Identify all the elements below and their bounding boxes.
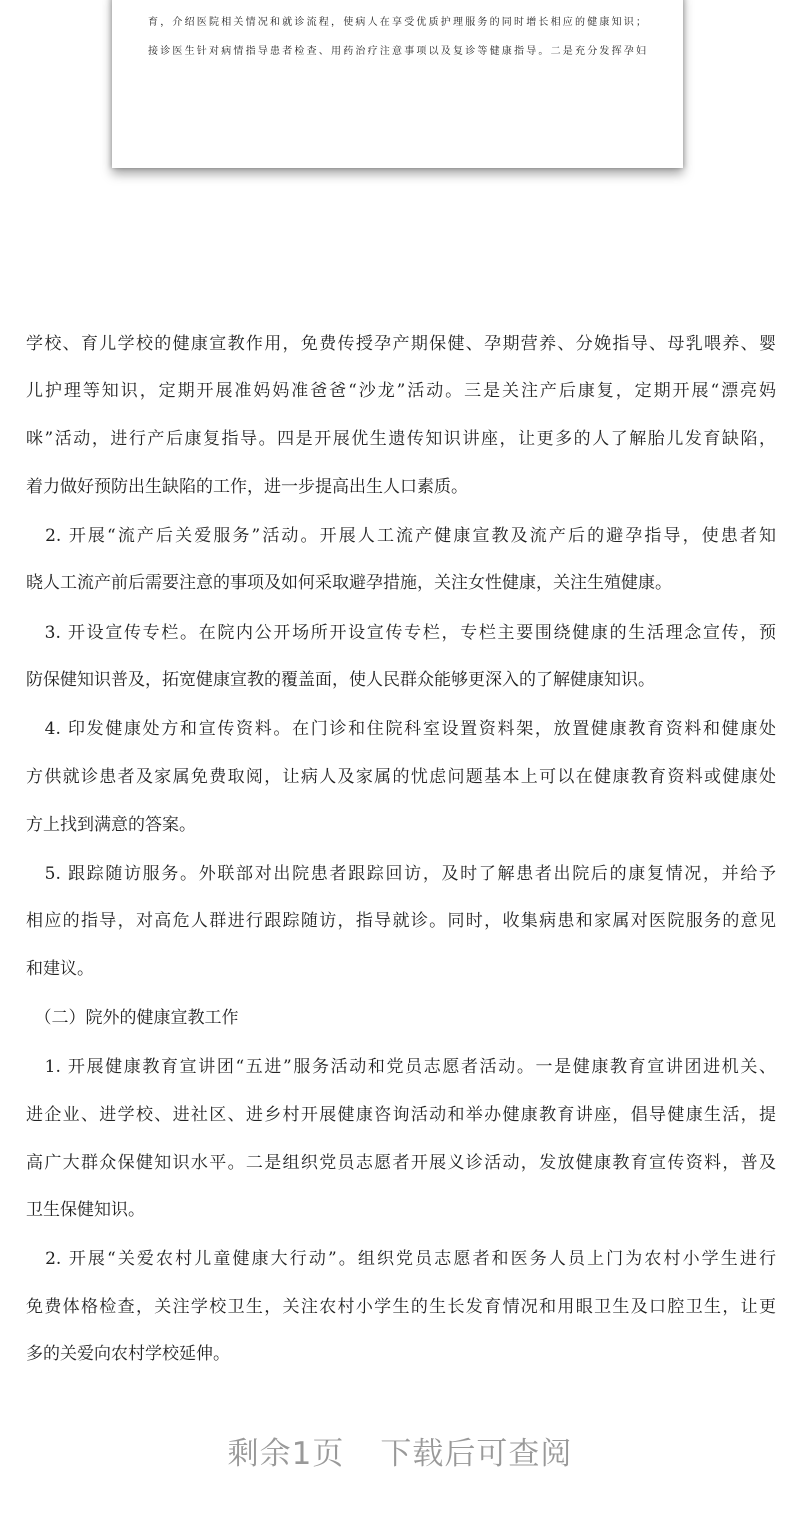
card-text-line: 育，介绍医院相关情况和就诊流程，使病人在享受优质护理服务的同时增长相应的健康知识；	[148, 17, 646, 28]
download-prompt[interactable]	[0, 1428, 800, 1473]
paragraph-line: 卫生保健知识。	[26, 1200, 145, 1220]
paragraph-line: 高广大群众保健知识水平。二是组织党员志愿者开展义诊活动，发放健康教育宣传资料，普及	[26, 1153, 776, 1173]
card-text-line: 接诊医生针对病情指导患者检查、用药治疗注意事项以及复诊等健康指导。二是充分发挥孕妇	[148, 46, 646, 57]
paragraph-line: 2. 开展“关爱农村儿童健康大行动”。组织党员志愿者和医务人员上门为农村小学生进行	[26, 1249, 776, 1269]
paragraph-line: 4. 印发健康处方和宣传资料。在门诊和住院科室设置资料架，放置健康教育资料和健康处	[26, 719, 776, 739]
paragraph-line: 学校、育儿学校的健康宣教作用，免费传授孕产期保健、孕期营养、分娩指导、母乳喂养、婴	[26, 334, 776, 354]
paragraph-line: 防保健知识普及，拓宽健康宣教的覆盖面，使人民群众能够更深入的了解健康知识。	[26, 670, 655, 690]
paragraph-line: 1. 开展健康教育宣讲团“五进”服务活动和党员志愿者活动。一是健康教育宣讲团进机关、	[26, 1057, 776, 1077]
paragraph-line: 5. 跟踪随访服务。外联部对出院患者跟踪回访，及时了解患者出院后的康复情况，并给予	[26, 864, 776, 884]
paragraph-line: 咪”活动，进行产后康复指导。四是开展优生遗传知识讲座，让更多的人了解胎儿发育缺陷，	[26, 429, 776, 449]
paragraph-line: 相应的指导，对高危人群进行跟踪随访，指导就诊。同时，收集病患和家属对医院服务的意见	[26, 911, 776, 931]
paragraph-line: 和建议。	[26, 959, 94, 979]
paragraph-line: 免费体格检查，关注学校卫生，关注农村小学生的生长发育情况和用眼卫生及口腔卫生，让更	[26, 1297, 776, 1317]
remaining-pages-text: 剩余1页	[227, 1436, 345, 1472]
paragraph-line: 进企业、进学校、进社区、进乡村开展健康咨询活动和举办健康教育讲座，倡导健康生活，提	[26, 1105, 776, 1125]
paragraph-line: 儿护理等知识，定期开展准妈妈准爸爸“沙龙”活动。三是关注产后康复，定期开展“漂亮妈	[26, 381, 776, 401]
paragraph-line: 2. 开展“流产后关爱服务”活动。开展人工流产健康宣教及流产后的避孕指导，使患者知	[26, 526, 776, 546]
download-to-view-text: 下载后可查阅	[380, 1436, 573, 1472]
paragraph-line: 方上找到满意的答案。	[26, 815, 196, 835]
paragraph-line: 3. 开设宣传专栏。在院内公开场所开设宣传专栏，专栏主要围绕健康的生活理念宣传，预	[26, 623, 776, 643]
section-heading: （二）院外的健康宣教工作	[26, 1008, 239, 1028]
paragraph-line: 方供就诊患者及家属免费取阅，让病人及家属的忧虑问题基本上可以在健康教育资料或健康处	[26, 767, 776, 787]
paragraph-line: 晓人工流产前后需要注意的事项及如何采取避孕措施，关注女性健康，关注生殖健康。	[26, 573, 672, 593]
paragraph-line: 着力做好预防出生缺陷的工作，进一步提高出生人口素质。	[26, 477, 468, 497]
page-preview-card	[112, 0, 683, 168]
paragraph-line: 多的关爱向农村学校延伸。	[26, 1344, 230, 1364]
